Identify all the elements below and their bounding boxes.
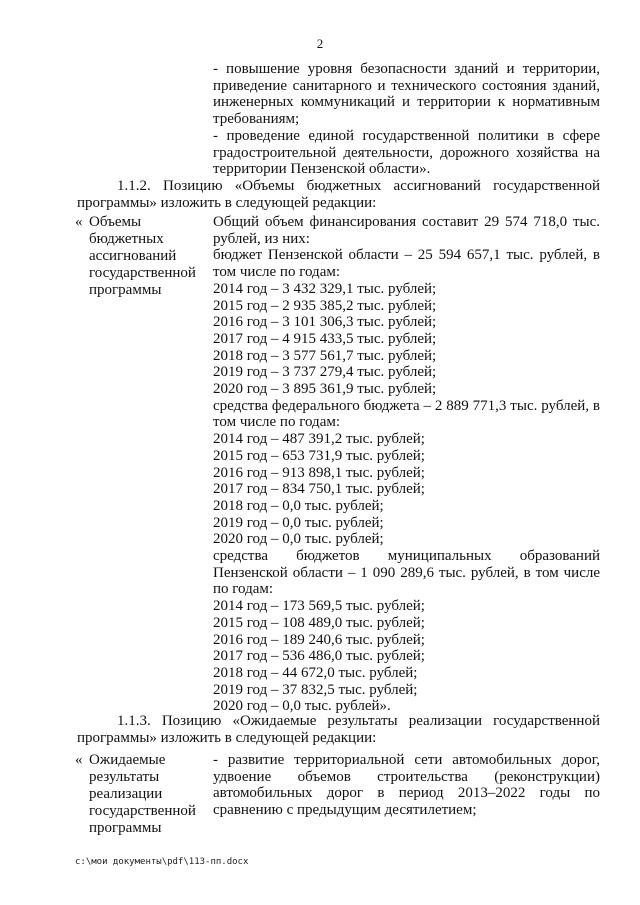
budget-label-cell xyxy=(75,214,205,299)
regional-budget-header: бюджет Пензенской области – 25 594 657,1 тыс. рублей, в том числе по годам: xyxy=(213,247,600,281)
federal-year-line: 2018 год – 0,0 тыс. рублей; xyxy=(213,497,384,514)
results-label: Ожидаемые результаты реализации государственной программы xyxy=(89,752,196,836)
section-1-1-3-heading: 1.1.3. Позицию «Ожидаемые результаты реализации государственной программы» изложить в следующей редакции: xyxy=(77,713,600,746)
section-1-1-2-heading: 1.1.2. Позицию «Объемы бюджетных ассигнований государственной программы» изложить в следующей редакции: xyxy=(77,178,600,211)
goals-list-continuation xyxy=(213,61,600,178)
municipal-budget-header: средства бюджетов муниципальных образований Пензенской области – 1 090 289,6 тыс. рублей, в том числе по годам: xyxy=(213,548,600,598)
federal-budget-header: средства федерального бюджета – 2 889 771,3 тыс. рублей, в том числе по годам: xyxy=(213,397,600,431)
regional-year-line: 2016 год – 3 101 306,3 тыс. рублей; xyxy=(213,314,437,331)
municipal-year-line: 2017 год – 536 486,0 тыс. рублей; xyxy=(213,648,425,665)
regional-year-line: 2015 год – 2 935 385,2 тыс. рублей; xyxy=(213,297,437,314)
results-content-cell xyxy=(213,752,600,819)
municipal-year-line: 2016 год – 189 240,6 тыс. рублей; xyxy=(213,631,425,648)
federal-year-line: 2020 год – 0,0 тыс. рублей; xyxy=(213,531,384,548)
budget-label: Объемы бюджетных ассигнований государственной программы xyxy=(89,214,196,298)
total-financing: Общий объем финансирования составит 29 574 718,0 тыс. рублей, из них: xyxy=(213,214,600,247)
opening-quote: « xyxy=(75,752,83,768)
file-path-footer: c:\мои документы\pdf\113-пп.docx xyxy=(75,857,249,867)
regional-year-line: 2019 год – 3 737 279,4 тыс. рублей; xyxy=(213,364,437,381)
opening-quote: « xyxy=(75,214,83,230)
budget-content-cell xyxy=(213,214,600,715)
list-item: - проведение единой государственной политики в сфере градостроительной деятельности, дорожного хозяйства на территории Пензенской области». xyxy=(213,127,600,178)
list-item: - повышение уровня безопасности зданий и территории, приведение санитарного и технического состояния зданий, инженерных коммуникаций и территории к нормативным требованиям; xyxy=(213,61,600,128)
municipal-year-line: 2015 год – 108 489,0 тыс. рублей; xyxy=(213,614,425,631)
page-number: 2 xyxy=(316,36,324,51)
regional-year-line: 2017 год – 4 915 433,5 тыс. рублей; xyxy=(213,330,437,347)
municipal-year-line: 2018 год – 44 672,0 тыс. рублей; xyxy=(213,664,418,681)
federal-year-line: 2016 год – 913 898,1 тыс. рублей; xyxy=(213,464,425,481)
results-label-cell xyxy=(75,752,205,837)
municipal-year-line: 2020 год – 0,0 тыс. рублей». xyxy=(213,698,391,715)
municipal-year-line: 2019 год – 37 832,5 тыс. рублей; xyxy=(213,681,418,698)
regional-year-line: 2014 год – 3 432 329,1 тыс. рублей; xyxy=(213,280,437,297)
municipal-year-line: 2014 год – 173 569,5 тыс. рублей; xyxy=(213,598,425,615)
regional-year-line: 2020 год – 3 895 361,9 тыс. рублей; xyxy=(213,381,437,398)
results-item: - развитие территориальной сети автомобильных дорог, удвоение объемов строительства (реконструкции) автомобильных дорог в период 2013–2022 годы по сравнению с предыдущим десятилетием; xyxy=(213,752,600,819)
federal-year-line: 2019 год – 0,0 тыс. рублей; xyxy=(213,514,384,531)
federal-year-line: 2017 год – 834 750,1 тыс. рублей; xyxy=(213,481,425,498)
federal-year-line: 2015 год – 653 731,9 тыс. рублей; xyxy=(213,447,425,464)
federal-year-line: 2014 год – 487 391,2 тыс. рублей; xyxy=(213,431,425,448)
regional-year-line: 2018 год – 3 577 561,7 тыс. рублей; xyxy=(213,347,437,364)
